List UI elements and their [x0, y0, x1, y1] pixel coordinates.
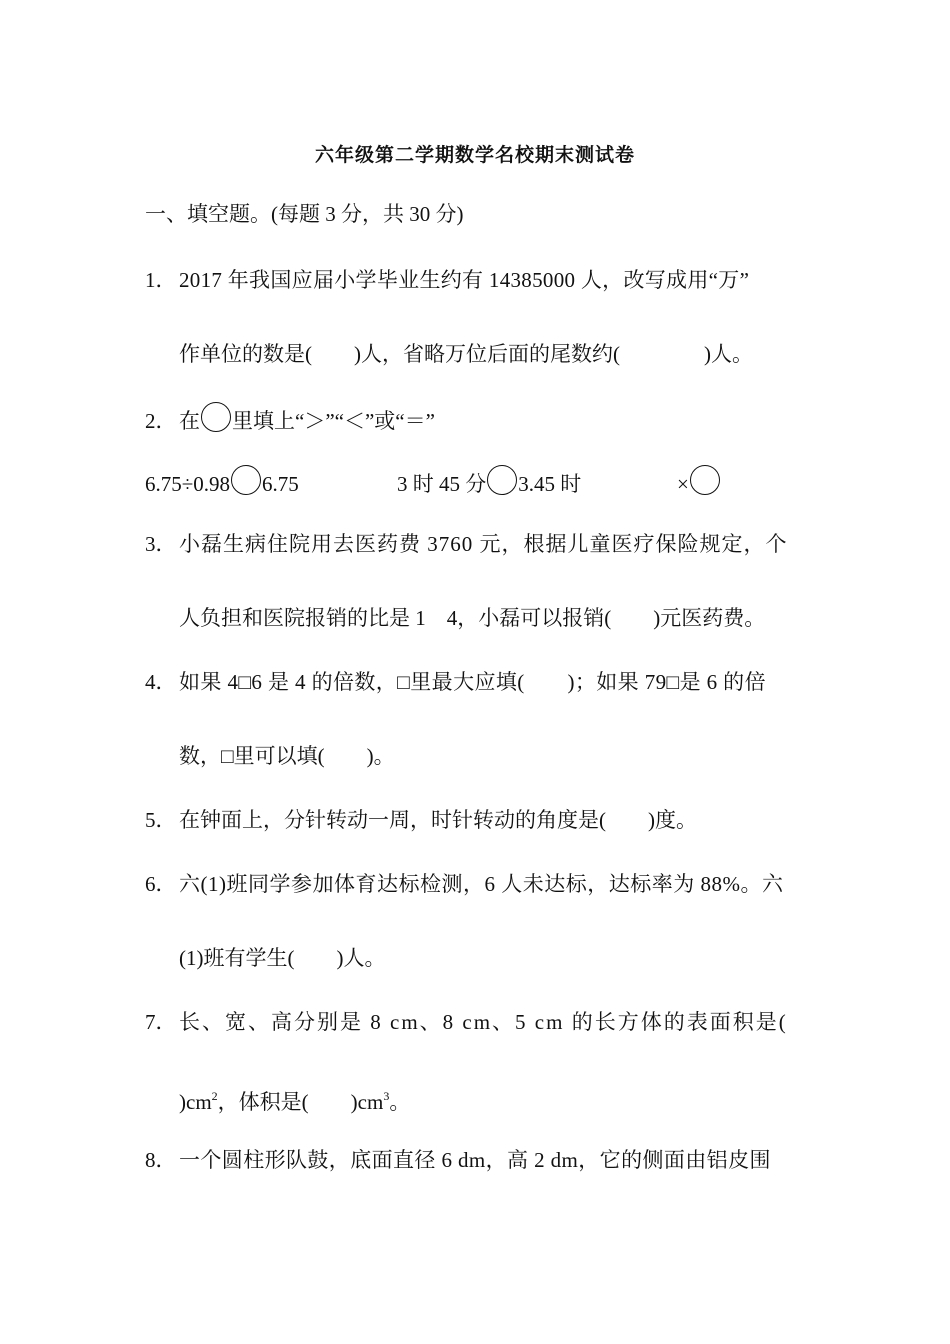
- question-number: 8．: [145, 1148, 177, 1172]
- comparison-a: [145, 465, 299, 498]
- question-6-continued: (1)班有学生( )人。: [179, 946, 386, 970]
- question-text: 如果 4□6 是 4 的倍数，□里最大应填( )；如果 79□是 6 的倍: [179, 670, 766, 694]
- comparison-b: [397, 465, 581, 498]
- question-number: 5．: [145, 808, 177, 832]
- question-8: [145, 1146, 771, 1174]
- comparison-b-left: 3 时 45 分: [397, 472, 487, 496]
- question-number: 7．: [145, 1010, 177, 1034]
- comparison-circle: [231, 465, 261, 495]
- question-text: 六(1)班同学参加体育达标检测，6 人未达标，达标率为 88%。六: [179, 872, 784, 896]
- question-number: 3．: [145, 532, 177, 556]
- comparison-a-right: 6.75: [262, 472, 299, 496]
- question-number: 1．: [145, 268, 177, 292]
- question-6: [145, 870, 783, 898]
- question-text: )cm: [179, 1090, 212, 1114]
- question-text: 一个圆柱形队鼓，底面直径 6 dm，高 2 dm，它的侧面由铝皮围: [179, 1148, 771, 1172]
- comparison-b-right: 3.45 时: [518, 472, 582, 496]
- question-text: 小磊生病住院用去医药费 3760 元，根据儿童医疗保险规定，个: [179, 532, 788, 556]
- question-text: ，体积是( )cm: [217, 1090, 384, 1114]
- question-5: [145, 806, 697, 834]
- question-1-continued: 作单位的数是( )人，省略万位后面的尾数约( )人。: [179, 342, 753, 366]
- section-heading: 一、填空题。(每题 3 分，共 30 分): [145, 202, 464, 226]
- question-text: 长、宽、高分别是 8 cm、8 cm、5 cm 的长方体的表面积是(: [179, 1010, 788, 1034]
- question-4-continued: 数，□里可以填( )。: [179, 744, 395, 768]
- question-1: [145, 266, 749, 294]
- question-3: [145, 530, 788, 558]
- comparison-a-left: 6.75÷0.98: [145, 472, 231, 496]
- comparison-c-left: ×: [677, 472, 689, 496]
- question-text: 在钟面上，分针转动一周，时针转动的角度是( )度。: [179, 808, 697, 832]
- comparison-circle: [201, 402, 231, 432]
- question-text: 2017 年我国应届小学毕业生约有 14385000 人，改写成用“万”: [179, 268, 750, 292]
- question-7: [145, 1008, 788, 1036]
- question-number: 2．: [145, 409, 177, 433]
- comparison-c: [677, 465, 721, 498]
- question-text: 里填上“＞”“＜”或“＝”: [232, 409, 435, 433]
- question-text: 。: [389, 1090, 411, 1114]
- question-text: 在: [179, 409, 200, 433]
- question-2: [145, 402, 435, 435]
- question-7-continued: [179, 1082, 410, 1116]
- question-number: 6．: [145, 872, 177, 896]
- question-3-continued: 人负担和医院报销的比是 1 4，小磊可以报销( )元医药费。: [179, 606, 766, 630]
- comparison-circle: [690, 465, 720, 495]
- comparison-circle: [487, 465, 517, 495]
- question-4: [145, 668, 766, 696]
- superscript-cubed: 3: [383, 1089, 390, 1103]
- superscript-squared: 2: [211, 1089, 218, 1103]
- page-title: 六年级第二学期数学名校期末测试卷: [314, 145, 635, 166]
- question-number: 4．: [145, 670, 177, 694]
